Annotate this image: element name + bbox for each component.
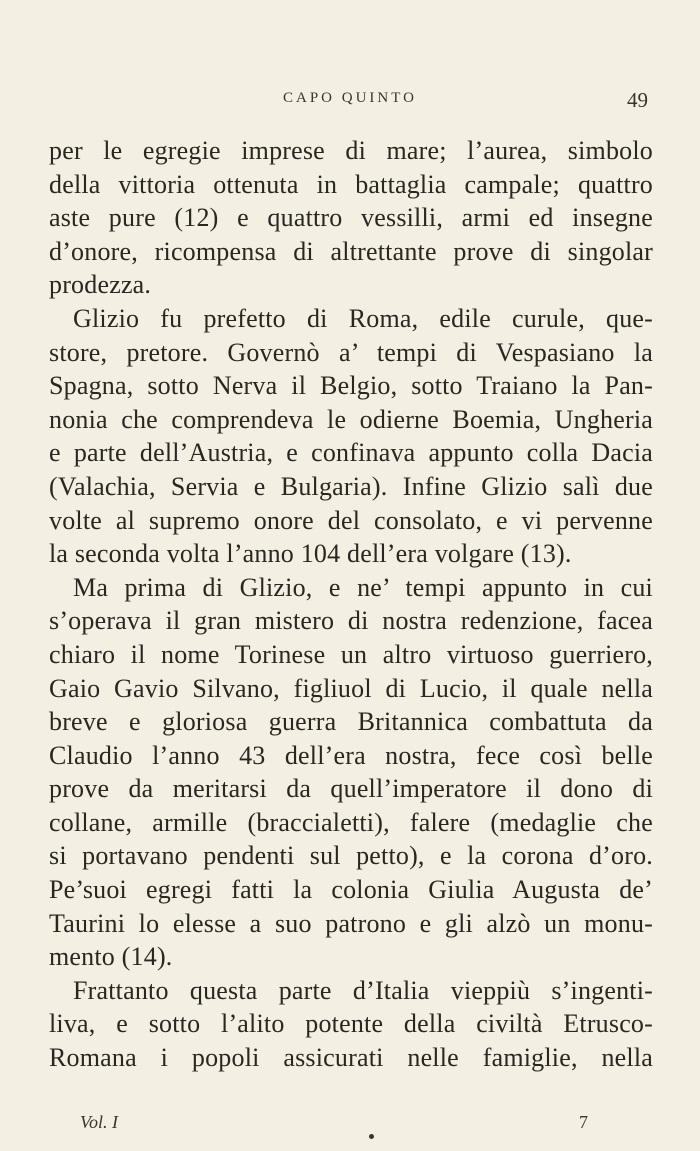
text-line: la seconda volta l’anno 104 dell’era volgare (13). [49,539,572,569]
text-line: breve e gloriosa guerra Britannica combattuta da [49,707,653,737]
text-line: mento (14). [49,942,173,972]
text-line: Glizio fu prefetto di Roma, edile curule, que- [73,303,653,333]
text-line: (Valachia, Servia e Bulgaria). Infine Glizio salì due [49,471,653,501]
running-head [0,88,700,118]
text-line: Romana i popoli assicurati nelle famiglie, nella [49,1043,653,1073]
text-line: prove da meritarsi da quell’imperatore il dono di [49,774,653,804]
text-line: s’operava il gran mistero di nostra redenzione, facea [49,606,653,636]
text-line: chiaro il nome Torinese un altro virtuoso guerriero, [49,639,653,669]
text-line: store, pretore. Governò a’ tempi di Vespasiano la [49,337,653,367]
text-line: nonia che comprendeva le odierne Boemia, Ungheria [49,404,653,434]
text-line: d’onore, ricompensa di altrettante prove di singolar [49,236,653,266]
text-line: Claudio l’anno 43 dell’era nostra, fece così belle [49,740,653,770]
text-line: Ma prima di Glizio, e ne’ tempi appunto in cui [73,572,653,602]
text-line: prodezza. [49,270,152,300]
page-footer [0,1112,700,1142]
signature-mark: Vol. I [80,1112,118,1132]
text-line: Gaio Gavio Silvano, figliuol di Lucio, il quale nella [49,673,653,703]
page-number: 49 [627,88,648,112]
text-line: Spagna, sotto Nerva il Belgio, sotto Traiano la Pan- [49,371,653,401]
text-line: Frattanto questa parte d’Italia vieppiù s’ingenti- [73,975,653,1005]
text-line: collane, armille (braccialetti), falere (medaglie che [49,807,653,837]
running-title: CAPO QUINTO [283,90,417,106]
body-text [49,134,653,1075]
text-line: e parte dell’Austria, e confinava appunto colla Dacia [49,438,653,468]
text-line: per le egregie imprese di mare; l’aurea, simbolo [49,136,653,165]
sheet-number: 7 [579,1112,588,1132]
text-line: aste pure (12) e quattro vessilli, armi ed insegne [49,203,653,233]
text-line: volte al supremo onore del consolato, e vi pervenne [49,505,653,535]
text-line: Pe’suoi egregi fatti la colonia Giulia Augusta de’ [49,875,653,905]
text-line: della vittoria ottenuta in battaglia campale; quattro [49,169,653,199]
text-line: liva, e sotto l’alito potente della civiltà Etrusco- [49,1009,653,1039]
printer-dot [369,1134,374,1139]
text-line: Taurini lo elesse a suo patrono e gli alzò un monu- [49,908,653,938]
text-line: si portavano pendenti sul petto), e la corona d’oro. [49,841,653,871]
